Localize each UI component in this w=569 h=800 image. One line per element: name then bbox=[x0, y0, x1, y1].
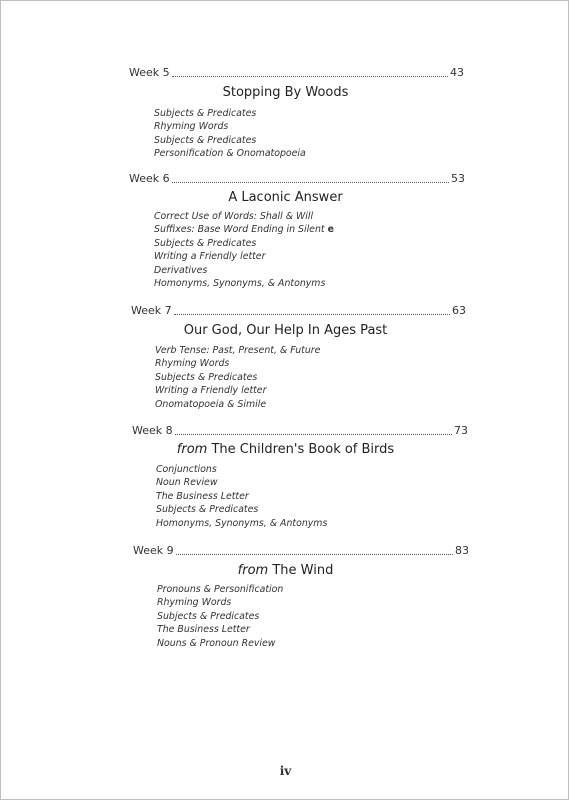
topic-item: Rhyming Words bbox=[157, 597, 232, 609]
topic-bold-letter: e bbox=[327, 224, 334, 236]
page-number: 63 bbox=[452, 304, 466, 317]
topic-item: Conjunctions bbox=[156, 464, 217, 475]
topic-list bbox=[154, 107, 306, 161]
page-number: 53 bbox=[451, 172, 465, 185]
topic-item: Personification & Onomatopoeia bbox=[154, 148, 306, 160]
week-label: Week 9 bbox=[133, 544, 174, 557]
dot-leader bbox=[172, 75, 448, 77]
section-title-text: The Wind bbox=[272, 563, 334, 578]
section-title-prefix: from bbox=[176, 442, 208, 457]
topic-item: Pronouns & Personification bbox=[157, 584, 284, 595]
week-label: Week 8 bbox=[132, 424, 173, 437]
section-title bbox=[1, 323, 569, 339]
topic-item: Subjects & Predicates bbox=[154, 108, 257, 119]
topic-item: Rhyming Words bbox=[154, 121, 229, 133]
topic-item: Writing a Friendly letter bbox=[155, 385, 267, 397]
topic-list bbox=[157, 583, 283, 650]
section-title bbox=[1, 85, 569, 101]
topic-item: Nouns & Pronoun Review bbox=[157, 637, 276, 649]
topic-list bbox=[155, 344, 320, 411]
week-label: Week 5 bbox=[129, 66, 170, 79]
topic-item: Derivatives bbox=[154, 264, 208, 276]
topic-item: Homonyms, Synonyms, & Antonyms bbox=[156, 517, 328, 529]
topic-item: Subjects & Predicates bbox=[157, 610, 260, 622]
toc-entry bbox=[133, 544, 469, 558]
topic-item: Onomatopoeia & Simile bbox=[155, 398, 267, 410]
dot-leader bbox=[175, 433, 452, 435]
topic-item: The Business Letter bbox=[156, 490, 249, 502]
topic-list bbox=[156, 463, 327, 530]
topic-item bbox=[154, 223, 334, 236]
dot-leader bbox=[174, 313, 450, 315]
section-title bbox=[1, 190, 569, 206]
section-title-prefix: from bbox=[237, 563, 269, 578]
dot-leader bbox=[176, 553, 453, 555]
topic-item: Subjects & Predicates bbox=[154, 237, 257, 249]
topic-item: Verb Tense: Past, Present, & Future bbox=[155, 345, 321, 356]
section-title bbox=[1, 442, 569, 458]
toc-entry bbox=[129, 66, 464, 80]
topic-item: Noun Review bbox=[156, 477, 218, 489]
topic-list bbox=[154, 210, 334, 290]
page-footer-numeral: iv bbox=[279, 764, 292, 778]
section-title-text: The Children's Book of Birds bbox=[211, 442, 395, 457]
week-label: Week 7 bbox=[131, 304, 172, 317]
topic-item: Rhyming Words bbox=[155, 358, 230, 370]
toc-entry bbox=[129, 172, 465, 186]
toc-entry bbox=[131, 304, 466, 318]
section-title-text: A Laconic Answer bbox=[228, 190, 343, 205]
topic-item: The Business Letter bbox=[157, 624, 250, 636]
topic-item: Subjects & Predicates bbox=[154, 134, 257, 146]
week-label: Week 6 bbox=[129, 172, 170, 185]
topic-text: Suffixes: Base Word Ending in Silent bbox=[154, 224, 328, 236]
page-number: 83 bbox=[455, 544, 469, 557]
toc-entry bbox=[132, 424, 468, 438]
section-title-text: Our God, Our Help In Ages Past bbox=[183, 323, 388, 338]
page-number: 43 bbox=[450, 66, 464, 79]
topic-item: Correct Use of Words: Shall & Will bbox=[154, 211, 314, 222]
topic-item: Writing a Friendly letter bbox=[154, 251, 266, 263]
topic-item: Subjects & Predicates bbox=[155, 371, 258, 383]
page-number: 73 bbox=[454, 424, 468, 437]
topic-item: Homonyms, Synonyms, & Antonyms bbox=[154, 278, 326, 290]
topic-item: Subjects & Predicates bbox=[156, 504, 259, 516]
section-title bbox=[1, 563, 569, 579]
section-title-text: Stopping By Woods bbox=[222, 85, 349, 100]
dot-leader bbox=[172, 181, 449, 183]
